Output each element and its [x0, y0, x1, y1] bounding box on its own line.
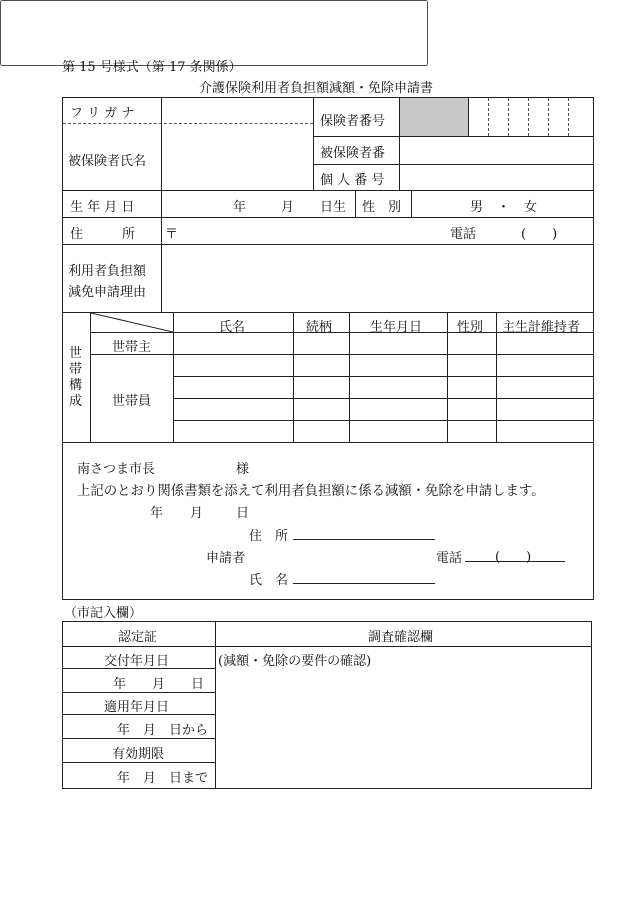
- declaration-day-unit: 日: [236, 506, 250, 521]
- diagonal-header-line: [91, 313, 173, 332]
- apply-date-label: 適用年月日: [104, 700, 170, 715]
- sex-female-option[interactable]: 女: [524, 200, 538, 215]
- phone-label: 電話: [450, 227, 477, 242]
- mayor-honorific: 様: [236, 462, 250, 477]
- reason-label-line2: 減免申請理由: [68, 285, 147, 300]
- column-relation: 続柄: [306, 320, 333, 335]
- survey-header: 調査確認欄: [368, 630, 434, 645]
- insurer-number-label: 保険者番号: [320, 114, 386, 129]
- applicant-phone-line[interactable]: [465, 547, 565, 565]
- column-name: 氏名: [219, 320, 246, 335]
- form-number: 第 15 号様式（第 17 条関係）: [62, 60, 242, 75]
- applicant-phone-paren: ( ): [495, 550, 532, 565]
- sex-separator: ・: [497, 200, 511, 215]
- applicant-phone-label: 電話: [436, 551, 463, 566]
- survey-note: (減額・免除の要件の確認): [218, 654, 372, 669]
- column-main-earner: 主生計維持者: [502, 320, 581, 335]
- applicant-address-label: 住 所: [249, 529, 289, 544]
- household-head-label: 世帯主: [112, 340, 152, 355]
- furigana-label: フ リ ガ ナ: [70, 106, 135, 121]
- insured-name-label: 被保険者氏名: [68, 154, 147, 169]
- address-label: 住 所: [70, 227, 136, 242]
- applicant-name-line[interactable]: [293, 569, 435, 584]
- birth-day-unit: 日生: [320, 200, 347, 215]
- apply-date-value: 年 月 日から: [117, 723, 209, 738]
- valid-period-value: 年 月 日まで: [117, 771, 209, 786]
- issue-date-label: 交付年月日: [104, 654, 170, 669]
- form-title: 介護保険利用者負担額減額・免除申請書: [199, 81, 434, 96]
- address-input[interactable]: [180, 221, 440, 241]
- valid-period-label: 有効期限: [112, 747, 165, 762]
- insured-number-input[interactable]: [404, 140, 589, 160]
- birth-month-unit: 月: [281, 200, 295, 215]
- sex-male-option[interactable]: 男: [470, 200, 484, 215]
- sex-label: 性 別: [362, 200, 402, 215]
- declaration-month-unit: 月: [190, 506, 204, 521]
- certificate-header: 認定証: [118, 630, 158, 645]
- postal-mark: 〒: [165, 227, 179, 242]
- household-member-label: 世帯員: [112, 394, 152, 409]
- issue-date-value: 年 月 日: [113, 677, 205, 692]
- birth-year-unit: 年: [233, 200, 247, 215]
- applicant-name-label: 氏 名: [249, 573, 289, 588]
- personal-number-label: 個 人 番 号: [320, 173, 385, 188]
- insured-name-input[interactable]: [166, 140, 306, 170]
- personal-number-input[interactable]: [404, 168, 589, 188]
- declaration-statement: 上記のとおり関係書類を添えて利用者負担額に係る減額・免除を申請します。: [77, 484, 545, 499]
- applicant-label: 申請者: [206, 551, 246, 566]
- column-birthdate: 生年月日: [370, 320, 423, 335]
- furigana-input[interactable]: [166, 102, 306, 120]
- declaration-year-unit: 年: [150, 506, 164, 521]
- reason-label-line1: 利用者負担額: [68, 264, 147, 279]
- column-sex: 性別: [457, 320, 484, 335]
- household-side-label: 世 帯 構 成: [69, 346, 83, 409]
- birth-date-label: 生 年 月 日: [70, 200, 135, 215]
- phone-paren: ( ): [521, 227, 558, 242]
- mayor-addressee: 南さつま市長: [77, 462, 156, 477]
- office-use-label: （市記入欄）: [64, 606, 143, 621]
- applicant-address-line[interactable]: [293, 525, 435, 540]
- insured-number-label: 被保険者番: [320, 146, 386, 161]
